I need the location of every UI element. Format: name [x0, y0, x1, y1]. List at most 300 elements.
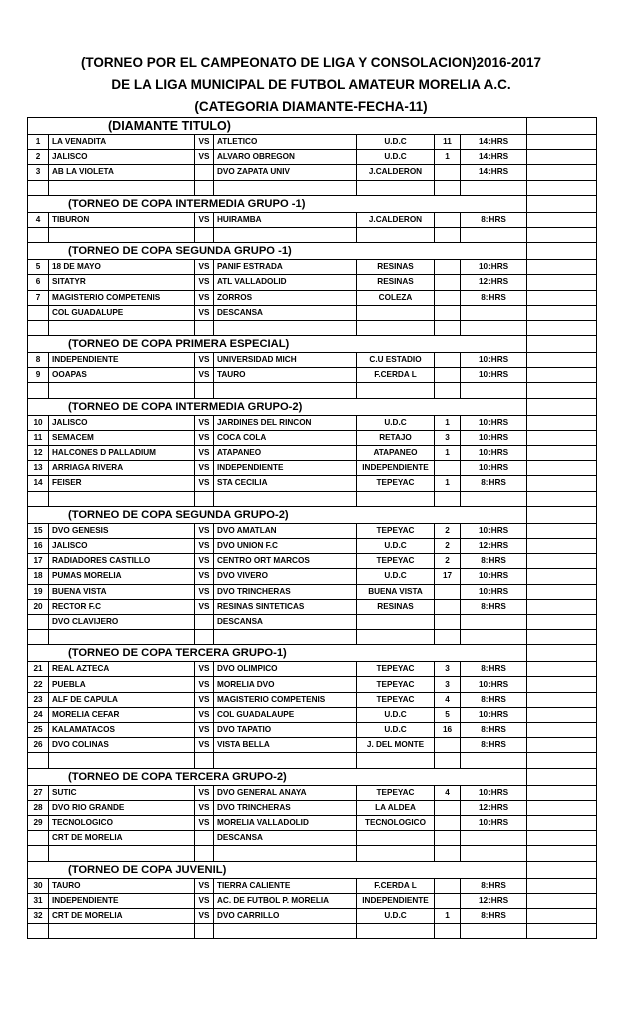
- empty-cell: [527, 118, 597, 135]
- empty-cell: [527, 554, 597, 569]
- empty-cell: [214, 227, 357, 242]
- match-number: 10: [28, 415, 49, 430]
- empty-cell: [195, 924, 214, 939]
- section-header-row: [28, 645, 597, 662]
- match-number: 5: [28, 260, 49, 275]
- match-time: 10:HRS: [461, 785, 527, 800]
- away-team: HUIRAMBA: [214, 212, 357, 227]
- section-title: (TORNEO DE COPA SEGUNDA GRUPO -1): [28, 243, 527, 260]
- empty-cell: [527, 878, 597, 893]
- venue: TEPEYAC: [357, 662, 435, 677]
- match-number: 8: [28, 353, 49, 368]
- empty-cell: [527, 368, 597, 383]
- blank-row: [28, 227, 597, 242]
- home-team: INDEPENDIENTE: [49, 893, 195, 908]
- home-team: RECTOR F.C: [49, 599, 195, 614]
- match-time: 10:HRS: [461, 353, 527, 368]
- empty-cell: [527, 353, 597, 368]
- empty-cell: [527, 415, 597, 430]
- empty-cell: [357, 630, 435, 645]
- match-number: 17: [28, 554, 49, 569]
- empty-cell: [527, 491, 597, 506]
- section-header-row: [28, 768, 597, 785]
- venue: J.CALDERON: [357, 165, 435, 180]
- match-time: 10:HRS: [461, 415, 527, 430]
- empty-cell: [195, 320, 214, 335]
- match-number: 2: [28, 150, 49, 165]
- venue: TEPEYAC: [357, 677, 435, 692]
- empty-cell: [461, 320, 527, 335]
- empty-cell: [527, 538, 597, 553]
- field-number: [435, 275, 461, 290]
- match-number: 7: [28, 290, 49, 305]
- empty-cell: [214, 753, 357, 768]
- empty-cell: [527, 320, 597, 335]
- home-team: ARRIAGA RIVERA: [49, 461, 195, 476]
- field-number: 1: [435, 446, 461, 461]
- home-team: SEMACEM: [49, 430, 195, 445]
- away-team: ZORROS: [214, 290, 357, 305]
- empty-cell: [527, 614, 597, 629]
- match-time: 10:HRS: [461, 430, 527, 445]
- match-row: [28, 275, 597, 290]
- empty-cell: [28, 630, 49, 645]
- match-row: [28, 878, 597, 893]
- home-team: TIBURON: [49, 212, 195, 227]
- vs-label: VS: [195, 584, 214, 599]
- match-number: 32: [28, 908, 49, 923]
- empty-cell: [527, 150, 597, 165]
- empty-cell: [49, 630, 195, 645]
- section-header-row: [28, 506, 597, 523]
- section-title: (TORNEO DE COPA TERCERA GRUPO-2): [28, 768, 527, 785]
- match-row: [28, 260, 597, 275]
- vs-label: VS: [195, 800, 214, 815]
- header-title-line2: DE LA LIGA MUNICIPAL DE FUTBOL AMATEUR MORELIA A.C.: [111, 77, 511, 92]
- empty-cell: [28, 846, 49, 861]
- vs-label: VS: [195, 260, 214, 275]
- field-number: [435, 305, 461, 320]
- vs-label: VS: [195, 135, 214, 150]
- venue: J. DEL MONTE: [357, 738, 435, 753]
- section-header-row: [28, 398, 597, 415]
- empty-cell: [527, 430, 597, 445]
- match-number: 19: [28, 584, 49, 599]
- venue: TECNOLOGICO: [357, 815, 435, 830]
- match-time: 8:HRS: [461, 662, 527, 677]
- vs-label: VS: [195, 523, 214, 538]
- vs-label: VS: [195, 275, 214, 290]
- empty-cell: [28, 180, 49, 195]
- match-time: 10:HRS: [461, 260, 527, 275]
- field-number: [435, 878, 461, 893]
- empty-cell: [49, 227, 195, 242]
- match-time: 12:HRS: [461, 275, 527, 290]
- match-row: [28, 707, 597, 722]
- blank-row: [28, 180, 597, 195]
- empty-cell: [435, 180, 461, 195]
- empty-cell: [357, 180, 435, 195]
- empty-cell: [28, 320, 49, 335]
- empty-cell: [461, 491, 527, 506]
- empty-cell: [461, 846, 527, 861]
- match-time: 10:HRS: [461, 461, 527, 476]
- home-team: REAL AZTECA: [49, 662, 195, 677]
- empty-cell: [435, 491, 461, 506]
- empty-cell: [435, 924, 461, 939]
- match-row: [28, 368, 597, 383]
- field-number: 4: [435, 785, 461, 800]
- field-number: [435, 353, 461, 368]
- vs-label: VS: [195, 538, 214, 553]
- away-team: DVO AMATLAN: [214, 523, 357, 538]
- field-number: 17: [435, 569, 461, 584]
- venue: [357, 831, 435, 846]
- field-number: 3: [435, 430, 461, 445]
- match-row: [28, 446, 597, 461]
- vs-label: VS: [195, 476, 214, 491]
- section-header-row: [28, 195, 597, 212]
- venue: U.D.C: [357, 415, 435, 430]
- away-team: RESINAS SINTETICAS: [214, 599, 357, 614]
- match-time: 8:HRS: [461, 692, 527, 707]
- empty-cell: [527, 831, 597, 846]
- empty-cell: [28, 383, 49, 398]
- match-time: 14:HRS: [461, 165, 527, 180]
- match-time: [461, 305, 527, 320]
- field-number: 2: [435, 523, 461, 538]
- home-team: AB LA VIOLETA: [49, 165, 195, 180]
- header-title-line3: (CATEGORIA DIAMANTE-FECHA-11): [194, 99, 428, 114]
- empty-cell: [527, 692, 597, 707]
- home-team: DVO COLINAS: [49, 738, 195, 753]
- empty-cell: [435, 320, 461, 335]
- field-number: [435, 165, 461, 180]
- vs-label: VS: [195, 738, 214, 753]
- venue: C.U ESTADIO: [357, 353, 435, 368]
- away-team: COL GUADALAUPE: [214, 707, 357, 722]
- home-team: DVO GENESIS: [49, 523, 195, 538]
- home-team: JALISCO: [49, 415, 195, 430]
- match-row: [28, 165, 597, 180]
- match-time: 10:HRS: [461, 368, 527, 383]
- empty-cell: [527, 398, 597, 415]
- empty-cell: [49, 753, 195, 768]
- match-time: 14:HRS: [461, 150, 527, 165]
- empty-cell: [214, 383, 357, 398]
- match-number: 25: [28, 723, 49, 738]
- empty-cell: [49, 320, 195, 335]
- home-team: TAURO: [49, 878, 195, 893]
- section-title: (TORNEO DE COPA PRIMERA ESPECIAL): [28, 336, 527, 353]
- section-header-row: [28, 243, 597, 260]
- vs-label: VS: [195, 305, 214, 320]
- empty-cell: [527, 738, 597, 753]
- vs-label: [195, 831, 214, 846]
- empty-cell: [214, 320, 357, 335]
- blank-row: [28, 320, 597, 335]
- empty-cell: [527, 227, 597, 242]
- venue: BUENA VISTA: [357, 584, 435, 599]
- field-number: 11: [435, 135, 461, 150]
- match-number: 13: [28, 461, 49, 476]
- empty-cell: [435, 227, 461, 242]
- empty-cell: [527, 630, 597, 645]
- empty-cell: [195, 630, 214, 645]
- venue: INDEPENDIENTE: [357, 461, 435, 476]
- empty-cell: [49, 846, 195, 861]
- empty-cell: [527, 785, 597, 800]
- venue: J.CALDERON: [357, 212, 435, 227]
- empty-cell: [527, 599, 597, 614]
- schedule-table: [27, 117, 597, 939]
- empty-cell: [195, 753, 214, 768]
- home-team: INDEPENDIENTE: [49, 353, 195, 368]
- empty-cell: [527, 569, 597, 584]
- match-time: 12:HRS: [461, 800, 527, 815]
- blank-row: [28, 753, 597, 768]
- away-team: PANIF ESTRADA: [214, 260, 357, 275]
- match-number: 1: [28, 135, 49, 150]
- vs-label: VS: [195, 707, 214, 722]
- home-team: DVO CLAVIJERO: [49, 614, 195, 629]
- away-team: MORELIA DVO: [214, 677, 357, 692]
- empty-cell: [214, 630, 357, 645]
- empty-cell: [195, 383, 214, 398]
- blank-row: [28, 846, 597, 861]
- field-number: 16: [435, 723, 461, 738]
- match-row: [28, 831, 597, 846]
- match-time: 8:HRS: [461, 738, 527, 753]
- empty-cell: [527, 446, 597, 461]
- match-number: 20: [28, 599, 49, 614]
- away-team: DVO CARRILLO: [214, 908, 357, 923]
- match-time: 8:HRS: [461, 723, 527, 738]
- empty-cell: [461, 924, 527, 939]
- match-number: 14: [28, 476, 49, 491]
- empty-cell: [435, 383, 461, 398]
- match-row: [28, 584, 597, 599]
- empty-cell: [527, 768, 597, 785]
- empty-cell: [527, 523, 597, 538]
- away-team: DVO TRINCHERAS: [214, 800, 357, 815]
- away-team: ATLETICO: [214, 135, 357, 150]
- empty-cell: [357, 491, 435, 506]
- field-number: [435, 461, 461, 476]
- away-team: DESCANSA: [214, 305, 357, 320]
- section-title: (TORNEO DE COPA INTERMEDIA GRUPO -1): [28, 195, 527, 212]
- field-number: 2: [435, 554, 461, 569]
- away-team: TAURO: [214, 368, 357, 383]
- match-row: [28, 723, 597, 738]
- match-time: 10:HRS: [461, 677, 527, 692]
- match-row: [28, 212, 597, 227]
- field-number: [435, 738, 461, 753]
- venue: [357, 614, 435, 629]
- empty-cell: [195, 180, 214, 195]
- away-team: AC. DE FUTBOL P. MORELIA: [214, 893, 357, 908]
- empty-cell: [527, 212, 597, 227]
- match-row: [28, 554, 597, 569]
- vs-label: VS: [195, 723, 214, 738]
- field-number: [435, 614, 461, 629]
- home-team: KALAMATACOS: [49, 723, 195, 738]
- match-row: [28, 815, 597, 830]
- home-team: PUEBLA: [49, 677, 195, 692]
- match-row: [28, 599, 597, 614]
- match-row: [28, 800, 597, 815]
- home-team: SUTIC: [49, 785, 195, 800]
- venue: LA ALDEA: [357, 800, 435, 815]
- match-number: 11: [28, 430, 49, 445]
- empty-cell: [435, 753, 461, 768]
- empty-cell: [527, 305, 597, 320]
- match-number: 3: [28, 165, 49, 180]
- match-number: [28, 614, 49, 629]
- empty-cell: [28, 491, 49, 506]
- empty-cell: [461, 180, 527, 195]
- match-number: 24: [28, 707, 49, 722]
- match-row: [28, 614, 597, 629]
- vs-label: VS: [195, 662, 214, 677]
- empty-cell: [461, 227, 527, 242]
- field-number: [435, 368, 461, 383]
- home-team: CRT DE MORELIA: [49, 831, 195, 846]
- vs-label: VS: [195, 368, 214, 383]
- empty-cell: [527, 908, 597, 923]
- venue: U.D.C: [357, 908, 435, 923]
- venue: F.CERDA L: [357, 878, 435, 893]
- venue: U.D.C: [357, 569, 435, 584]
- away-team: JARDINES DEL RINCON: [214, 415, 357, 430]
- vs-label: [195, 614, 214, 629]
- home-team: RADIADORES CASTILLO: [49, 554, 195, 569]
- field-number: 1: [435, 150, 461, 165]
- home-team: HALCONES D PALLADIUM: [49, 446, 195, 461]
- empty-cell: [357, 227, 435, 242]
- home-team: JALISCO: [49, 150, 195, 165]
- blank-row: [28, 630, 597, 645]
- empty-cell: [49, 383, 195, 398]
- venue: INDEPENDIENTE: [357, 893, 435, 908]
- empty-cell: [214, 846, 357, 861]
- empty-cell: [527, 893, 597, 908]
- field-number: [435, 584, 461, 599]
- match-number: 31: [28, 893, 49, 908]
- away-team: MAGISTERIO COMPETENIS: [214, 692, 357, 707]
- venue: U.D.C: [357, 723, 435, 738]
- home-team: MORELIA CEFAR: [49, 707, 195, 722]
- match-time: 8:HRS: [461, 878, 527, 893]
- match-time: 10:HRS: [461, 815, 527, 830]
- match-time: 10:HRS: [461, 569, 527, 584]
- field-number: [435, 260, 461, 275]
- away-team: ATAPANEO: [214, 446, 357, 461]
- home-team: ALF DE CAPULA: [49, 692, 195, 707]
- empty-cell: [195, 227, 214, 242]
- away-team: COCA COLA: [214, 430, 357, 445]
- match-time: 10:HRS: [461, 446, 527, 461]
- match-row: [28, 476, 597, 491]
- section-title: (TORNEO DE COPA JUVENIL): [28, 861, 527, 878]
- match-time: [461, 831, 527, 846]
- match-number: 23: [28, 692, 49, 707]
- away-team: UNIVERSIDAD MICH: [214, 353, 357, 368]
- empty-cell: [357, 383, 435, 398]
- empty-cell: [527, 861, 597, 878]
- away-team: INDEPENDIENTE: [214, 461, 357, 476]
- empty-cell: [49, 924, 195, 939]
- empty-cell: [527, 846, 597, 861]
- empty-cell: [527, 476, 597, 491]
- away-team: DVO TAPATIO: [214, 723, 357, 738]
- match-row: [28, 738, 597, 753]
- field-number: 3: [435, 677, 461, 692]
- away-team: ALVARO OBREGON: [214, 150, 357, 165]
- vs-label: VS: [195, 677, 214, 692]
- vs-label: VS: [195, 893, 214, 908]
- empty-cell: [214, 491, 357, 506]
- field-number: 1: [435, 476, 461, 491]
- venue: U.D.C: [357, 150, 435, 165]
- vs-label: VS: [195, 353, 214, 368]
- away-team: DVO OLIMPICO: [214, 662, 357, 677]
- away-team: DVO VIVERO: [214, 569, 357, 584]
- venue: RETAJO: [357, 430, 435, 445]
- match-row: [28, 692, 597, 707]
- vs-label: VS: [195, 599, 214, 614]
- match-number: 18: [28, 569, 49, 584]
- match-time: 8:HRS: [461, 476, 527, 491]
- match-row: [28, 305, 597, 320]
- blank-row: [28, 491, 597, 506]
- home-team: LA VENADITA: [49, 135, 195, 150]
- vs-label: VS: [195, 446, 214, 461]
- empty-cell: [527, 260, 597, 275]
- match-number: 12: [28, 446, 49, 461]
- away-team: TIERRA CALIENTE: [214, 878, 357, 893]
- empty-cell: [461, 753, 527, 768]
- venue: [357, 305, 435, 320]
- field-number: 1: [435, 908, 461, 923]
- empty-cell: [527, 243, 597, 260]
- empty-cell: [527, 180, 597, 195]
- match-number: 29: [28, 815, 49, 830]
- home-team: SITATYR: [49, 275, 195, 290]
- venue: U.D.C: [357, 707, 435, 722]
- empty-cell: [357, 753, 435, 768]
- section-title: (TORNEO DE COPA SEGUNDA GRUPO-2): [28, 506, 527, 523]
- match-row: [28, 415, 597, 430]
- vs-label: VS: [195, 212, 214, 227]
- field-number: [435, 831, 461, 846]
- venue: TEPEYAC: [357, 785, 435, 800]
- venue: ATAPANEO: [357, 446, 435, 461]
- away-team: VISTA BELLA: [214, 738, 357, 753]
- away-team: DVO GENERAL ANAYA: [214, 785, 357, 800]
- field-number: 1: [435, 415, 461, 430]
- match-number: 15: [28, 523, 49, 538]
- match-row: [28, 523, 597, 538]
- match-row: [28, 353, 597, 368]
- empty-cell: [527, 662, 597, 677]
- empty-cell: [435, 846, 461, 861]
- empty-cell: [527, 753, 597, 768]
- venue: TEPEYAC: [357, 523, 435, 538]
- match-number: 9: [28, 368, 49, 383]
- venue: U.D.C: [357, 538, 435, 553]
- home-team: OOAPAS: [49, 368, 195, 383]
